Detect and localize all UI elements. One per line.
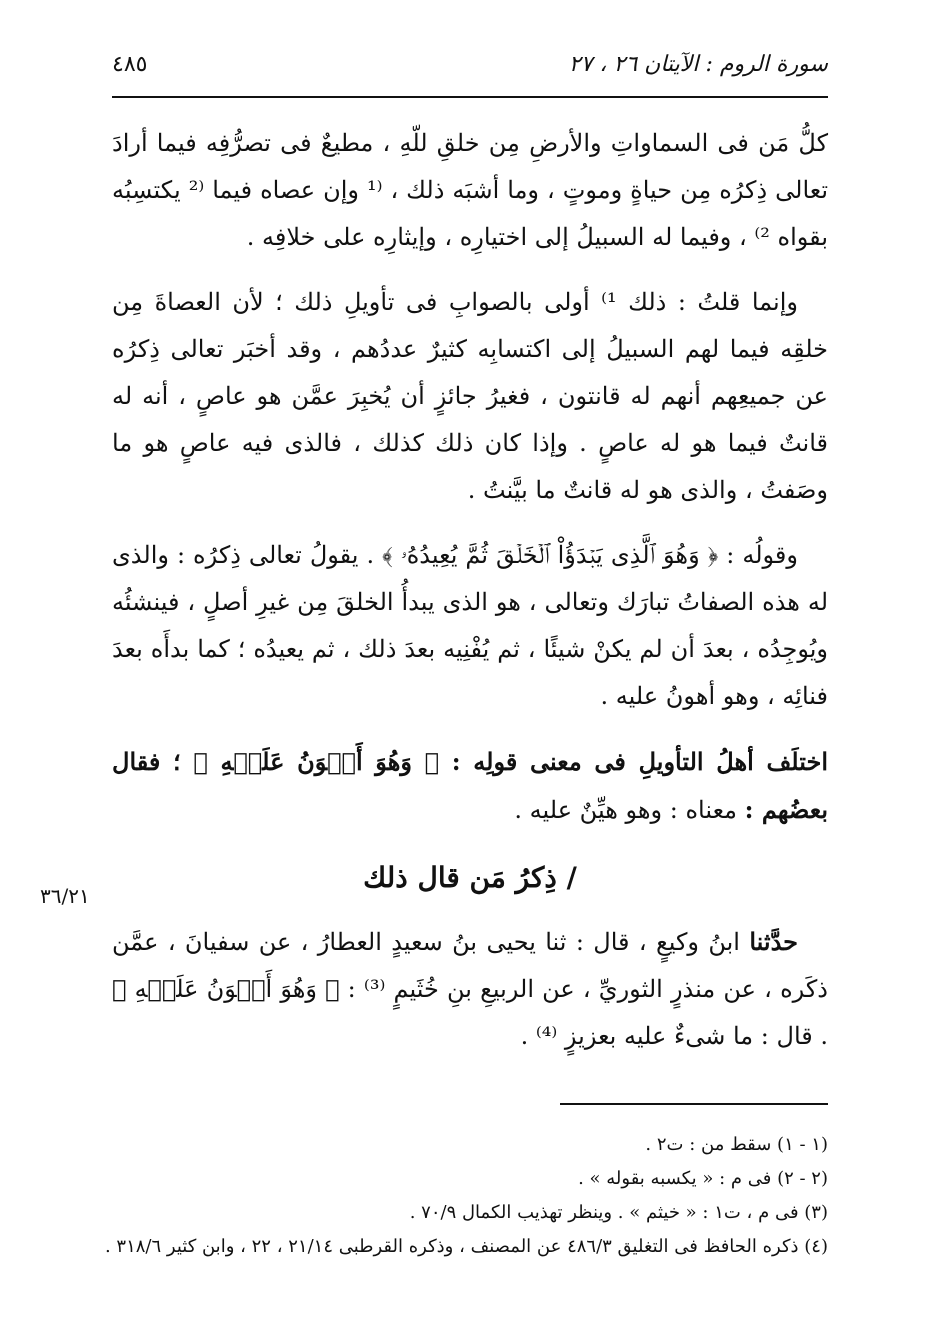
page-number: ٤٨٥	[112, 52, 148, 77]
footnote-2: (٢ - ٢) فى م : « يكسبه بقوله » .	[578, 1168, 828, 1189]
paragraph-3: وقولُه : ﴿ وَهُوَ ٱلَّذِى يَبۡدَؤُاْ ٱلۡخَلۡقَ ثُمَّ يُعِيدُهُۥ ﴾ . يقولُ تعالى ذِكرُه : والذى له هذه الصفاتُ تبارَك وتعالى ، هو الذى يبدأُ الخلقَ مِن غيرِ أصلٍ ، فينشئُه ويُوجِدُه ، بعدَ أن لم يكنْ شيئًا ، ثم يُفْنِيه بعدَ ذلك ، ثم يعيدُه ؛ كما بدأَه بعدَ فنائِه ، وهو أهونُ عليه .	[112, 541, 829, 710]
footnote-rule	[560, 1103, 828, 1105]
footnote-4: (٤) ذكره الحافظ فى التغليق ٤٨٦/٣ عن المصنف ، وذكره القرطبى ٢١/١٤ ، ٢٢ ، وابن كثير ٣١٨/٦ .	[104, 1236, 828, 1257]
paragraph-4-text: معناه : وهو هيِّنٌ عليه .	[514, 796, 738, 824]
footnote-1: (١ - ١) سقط من : ت٢ .	[645, 1134, 828, 1155]
paragraph-5-bold: حدَّثنا	[749, 927, 798, 956]
running-title: سورة الروم : الآيتان ٢٦ ، ٢٧	[568, 52, 828, 77]
paragraph-4-bold: اختلَف أهلُ التأويلِ فى معنى قولِه : ﴿ وَهُوَ أَهۡوَنُ عَلَيۡهِ ﴾ ؛ فقال بعضُهم :	[112, 747, 829, 824]
paragraph-1: كلُّ مَن فى السماواتِ والأرضِ مِن خلقِ للّهِ ، مطيعٌ فى تصرُّفِه فيما أرادَ تعالى ذِكرُه مِن حياةٍ وموتٍ ، وما أشبَه ذلك ، ⁽¹ وإن عصاه فيما ⁽² يكتسِبُه بقواه ²⁾ ، وفيما له السبيلُ إلى اختيارِه ، وإيثارِه على خلافِه .	[112, 129, 829, 251]
paragraph-5	[112, 918, 828, 1060]
section-heading: / ذِكرُ مَن قال ذلك	[363, 861, 577, 894]
paragraph-5-text: ابنُ وكيعٍ ، قال : ثنا يحيى بنُ سعيدٍ العطارُ ، عن سفيانَ ، عمَّن ذكَره ، عن منذرٍ الثوريِّ ، عن الربيعِ بنِ خُثَيمٍ ⁽³⁾ : ﴿ وَهُوَ أَهۡوَنُ عَلَيۡهِ ﴾ . قال : ما شىءٌ عليه بعزيزٍ ⁽⁴⁾ .	[112, 928, 828, 1050]
footnote-3: (٣) فى م ، ت١ : « خيثم » . وينظر تهذيب الكمال ٧٠/٩ .	[409, 1202, 828, 1223]
section-heading-row	[112, 854, 828, 910]
header-rule	[112, 96, 828, 98]
paragraph-4	[112, 738, 828, 834]
page-header	[112, 48, 828, 88]
paragraph-2: وإنما قلتُ : ذلك ¹⁾ أولى بالصوابِ فى تأويلِ ذلك ؛ لأن العصاةَ مِن خلقِه فيما لهم السبيلُ إلى اكتسابِه كثيرٌ عددُهم ، وقد أخبَر تعالى ذِكرُه عن جميعِهم أنهم له قانتون ، فغيرُ جائزٍ أن يُخبِرَ عمَّن هو عاصٍ ، أنه له قانتٌ فيما هو له عاصٍ . وإذا كان ذلك كذلك ، فالذى فيه عاصٍ هو ما وصَفتُ ، والذى هو له قانتٌ ما بيَّنتُ .	[112, 288, 828, 504]
main-text	[112, 120, 828, 1078]
margin-reference: ٣٦/٢١	[40, 884, 90, 908]
footnotes	[104, 1128, 828, 1264]
